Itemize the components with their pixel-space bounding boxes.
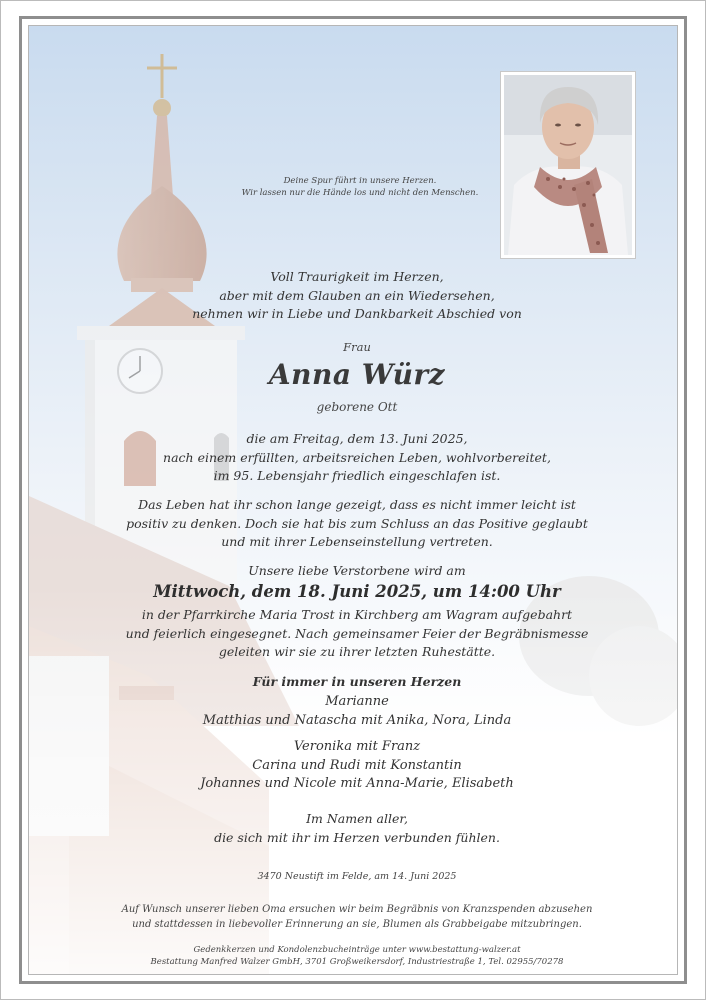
funeral-line-3: geleiten wir sie zu ihrer letzten Ruhestätte.	[218, 644, 496, 659]
motto-line-1: Deine Spur führt in unsere Herzen.	[283, 176, 437, 186]
death-notice-line-2: nach einem erfüllten, arbeitsreichen Leben, wohlvorbereitet,	[163, 449, 551, 465]
salutation: Frau	[343, 340, 371, 354]
intro-text	[29, 268, 678, 324]
mourners-heading: Für immer in unseren Herzen	[252, 674, 462, 689]
request-text	[29, 902, 678, 932]
funeral-line-1: in der Pfarrkirche Maria Trost in Kirchberg am Wagram aufgebahrt	[141, 607, 573, 622]
funeral-date: Mittwoch, dem 18. Juni 2025, um 14:00 Uhr	[153, 582, 561, 601]
life-text-line-1: Das Leben hat ihr schon lange gezeigt, dass es nicht immer leicht ist	[138, 497, 576, 512]
deceased-name: Anna Würz	[268, 358, 446, 391]
motto	[145, 175, 575, 199]
life-text	[29, 496, 678, 552]
death-notice-line-1: die am Freitag, dem 13. Juni 2025,	[246, 431, 468, 446]
footer-line-2: Bestattung Manfred Walzer GmbH, 3701 Großweikersdorf, Industriestraße 1, Tel. 02955/70278	[150, 957, 564, 967]
mourners-group-2	[29, 738, 678, 794]
closing-line-1: Im Namen aller,	[306, 811, 408, 826]
intro-line-1: Voll Traurigkeit im Herzen,	[270, 269, 444, 284]
notice-panel	[28, 25, 678, 975]
life-text-line-2: positiv zu denken. Doch sie hat bis zum Schluss an das Positive geglaubt	[126, 515, 588, 531]
death-notice	[29, 430, 678, 486]
funeral-intro: Unsere liebe Verstorbene wird am	[248, 563, 466, 578]
life-text-line-3: und mit ihrer Lebenseinstellung vertreten.	[221, 534, 493, 549]
request-line-2: und stattdessen in liebevoller Erinnerung an sie, Blumen als Grabbeigabe mitzubringen.	[132, 919, 582, 930]
closing-line-2: die sich mit ihr im Herzen verbunden fühlen.	[214, 829, 500, 845]
mourner-line: Johannes und Nicole mit Anna-Marie, Elisabeth	[200, 776, 514, 791]
mourners-group-1	[29, 693, 678, 730]
notice-frame	[19, 16, 687, 984]
birth-name: geborene Ott	[316, 400, 398, 414]
footer-line-1: Gedenkkerzen und Kondolenzbucheinträge unter www.bestattung-walzer.at	[193, 945, 521, 955]
funeral-details	[29, 606, 678, 662]
intro-line-2: aber mit dem Glauben an ein Wiedersehen,	[219, 287, 495, 303]
request-line-1: Auf Wunsch unserer lieben Oma ersuchen wir beim Begräbnis von Kranzspenden abzusehen	[121, 904, 593, 915]
motto-line-2: Wir lassen nur die Hände los und nicht den Menschen.	[241, 188, 479, 198]
closing-text	[29, 810, 678, 847]
intro-line-3: nehmen wir in Liebe und Dankbarkeit Abschied von	[192, 306, 522, 321]
mourner-line: Marianne	[325, 694, 389, 709]
place-date: 3470 Neustift im Felde, am 14. Juni 2025	[257, 871, 457, 882]
funeral-line-2: und feierlich eingesegnet. Nach gemeinsamer Feier der Begräbnismesse	[125, 625, 589, 641]
mourner-line: Matthias und Natascha mit Anika, Nora, Linda	[202, 712, 512, 728]
funeral-home-footer	[29, 944, 678, 968]
mourner-line: Carina und Rudi mit Konstantin	[252, 757, 462, 773]
death-notice-line-3: im 95. Lebensjahr friedlich eingeschlafen ist.	[213, 468, 501, 483]
mourner-line: Veronika mit Franz	[293, 739, 421, 754]
notice-content	[29, 26, 678, 975]
